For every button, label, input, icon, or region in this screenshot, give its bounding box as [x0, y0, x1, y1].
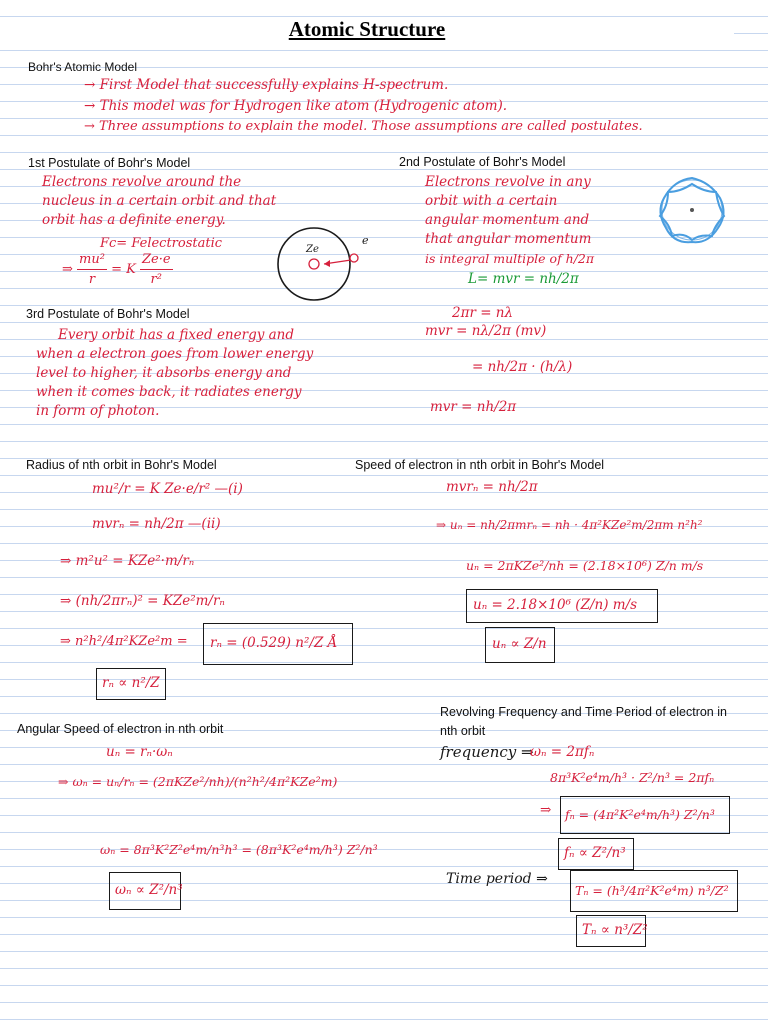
angular-line: ⇒ ωₙ = uₙ/rₙ = (2πKZe²/nh)/(n²h²/4π²KZe²m) [58, 774, 338, 789]
time-period-result-box [570, 870, 738, 912]
time-period-proportional-box [576, 915, 646, 947]
postulate-2-text-line: orbit with a certain [425, 193, 558, 209]
frequency-heading: Revolving Frequency and Time Period of electron in nth orbit [440, 705, 727, 738]
bohr-point-2: → This model was for Hydrogen like atom (Hydrogenic atom). [84, 98, 508, 114]
radius-line: ⇒ (nh/2πrₙ)² = KZe²m/rₙ [60, 593, 225, 609]
electron [350, 254, 358, 262]
orbit-diagram [274, 222, 384, 312]
postulate-2-text-line: angular momentum and [425, 212, 590, 228]
standing-wave-diagram [652, 170, 732, 250]
postulate-2-text-line: that angular momentum [425, 231, 592, 247]
radius-proportional: rₙ ∝ n²/Z [102, 675, 160, 691]
frequency-label: frequency ⇒ [440, 743, 534, 761]
frequency-proportional: fₙ ∝ Z²/n³ [564, 845, 626, 861]
postulate-1-text-line: Electrons revolve around the [42, 174, 242, 190]
bohr-point-1: → First Model that successfully explains H-spectrum. [84, 77, 449, 93]
radius-line: ⇒ m²u² = KZe²·m/rₙ [60, 553, 195, 569]
speed-result-box [466, 589, 658, 623]
derivation-line: 2πr = nλ [452, 305, 514, 321]
angular-line: ωₙ = 8π³K²Z²e⁴m/n³h³ = (8π³K²e⁴m/h³) Z²/n³ [100, 842, 378, 857]
speed-line: ⇒ uₙ = nh/2πmrₙ = nh · 4π²KZe²m/2πm n²h² [436, 518, 703, 532]
postulate-2-text-line: is integral multiple of h/2π [425, 251, 595, 266]
derivation-line: mvr = nλ/2π (mv) [425, 323, 547, 339]
postulate-2-text-line: Electrons revolve in any [425, 174, 591, 190]
nucleus [309, 259, 319, 269]
speed-result: uₙ = 2.18×10⁶ (Z/n) m/s [473, 597, 638, 613]
radius-line: mu²/r = K Ze·e/r² —(i) [92, 481, 243, 497]
radius-proportional-box [96, 668, 166, 700]
page-title: Atomic Structure [0, 17, 734, 42]
angular-heading: Angular Speed of electron in nth orbit [17, 722, 224, 736]
postulate-3-text-line: when it comes back, it radiates energy [36, 384, 302, 400]
electron-label: e [362, 234, 369, 247]
angular-momentum-equation: L= mvr = nh/2π [468, 271, 579, 287]
postulate-1-text-line: orbit has a definite energy. [42, 212, 226, 228]
radius-result: rₙ = (0.529) n²/Z Å [210, 635, 338, 651]
time-period-label: Time period ⇒ [446, 871, 548, 887]
frequency-result: fₙ = (4π²K²e⁴m/h³) Z²/n³ [565, 807, 715, 822]
angular-proportional-box [109, 872, 181, 910]
speed-proportional-box [485, 627, 555, 663]
postulate-3-text-line: when a electron goes from lower energy [36, 346, 314, 362]
nucleus-label: Ze [306, 244, 319, 255]
frequency-line: 8π³K²e⁴m/h³ · Z²/n³ = 2πfₙ [550, 770, 715, 785]
postulate-1-text-line: nucleus in a certain orbit and that [42, 193, 277, 209]
postulate-1-force: Fc= Felectrostatic [100, 236, 223, 251]
bohr-model-heading: Bohr's Atomic Model [28, 60, 138, 74]
bohr-point-3: → Three assumptions to explain the model. Those assumptions are called postulates. [84, 119, 643, 134]
angular-proportional: ωₙ ∝ Z²/n³ [115, 882, 183, 898]
postulate-3-text-line: level to higher, it absorbs energy and [36, 365, 292, 381]
postulate-3-text-line: Every orbit has a fixed energy and [58, 327, 295, 343]
postulate-3-text-line: in form of photon. [36, 403, 160, 419]
postulate-3-heading: 3rd Postulate of Bohr's Model [26, 307, 190, 321]
time-period-proportional: Tₙ ∝ n³/Z² [582, 922, 648, 938]
angular-line: uₙ = rₙ·ωₙ [106, 744, 173, 760]
time-period-result: Tₙ = (h³/4π²K²e⁴m) n³/Z² [575, 883, 729, 898]
postulate-1-heading: 1st Postulate of Bohr's Model [28, 156, 191, 170]
frequency-proportional-box [558, 838, 634, 870]
speed-heading: Speed of electron in nth orbit in Bohr's Model [355, 458, 605, 472]
derivation-line: mvr = nh/2π [430, 399, 517, 415]
derivation-line: = nh/2π · (h/λ) [472, 359, 573, 375]
radius-line: mvrₙ = nh/2π —(ii) [92, 516, 221, 532]
arrow-text: ⇒ [540, 802, 552, 818]
postulate-2-heading: 2nd Postulate of Bohr's Model [399, 155, 566, 169]
orbit-circle [278, 228, 350, 300]
radius-heading: Radius of nth orbit in Bohr's Model [26, 458, 217, 472]
frequency-line: ωₙ = 2πfₙ [530, 744, 595, 760]
radius-line: ⇒ n²h²/4π²KZe²m = [60, 634, 188, 649]
radius-result-box [203, 623, 353, 665]
speed-line: mvrₙ = nh/2π [446, 479, 538, 495]
speed-proportional: uₙ ∝ Z/n [492, 636, 547, 652]
speed-line: uₙ = 2πKZe²/nh = (2.18×10⁶) Z/n m/s [466, 558, 704, 573]
postulate-1-equation: ⇒ $\frac{\text{mu²}}{r}$ = K $\frac{Ze\cdot e}{\text{r²}}$ [62, 252, 171, 287]
frequency-result-box [560, 796, 730, 834]
